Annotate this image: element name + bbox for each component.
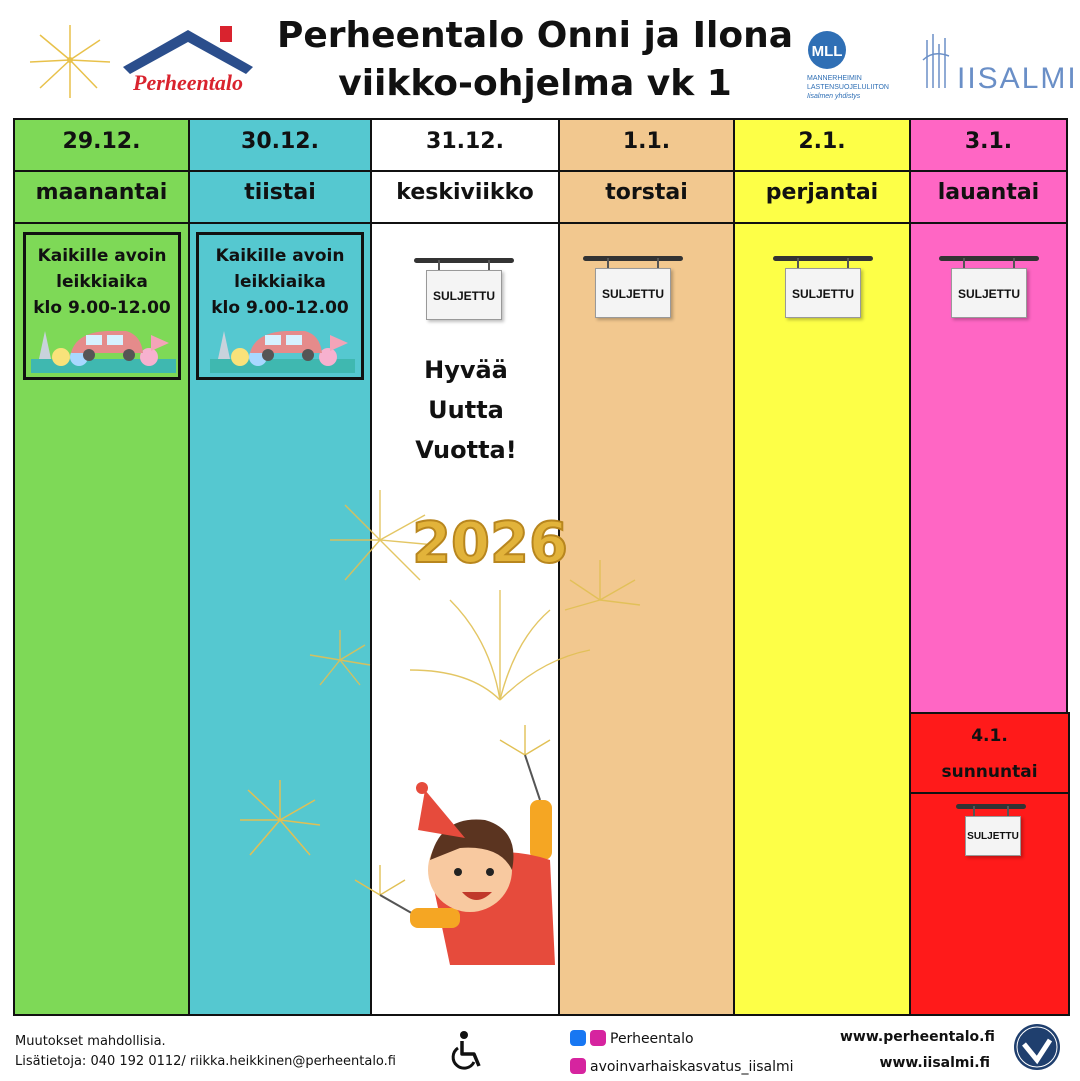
footer-social bbox=[570, 1025, 794, 1081]
closed-sign bbox=[773, 246, 873, 318]
toy-box-icon bbox=[31, 323, 176, 375]
day-date: 29.12. bbox=[15, 118, 188, 172]
facebook-icon bbox=[570, 1030, 586, 1046]
greeting-line-2: Uutta bbox=[428, 396, 504, 424]
event-line-3: klo 9.00-12.00 bbox=[33, 298, 171, 318]
instagram-icon bbox=[570, 1058, 586, 1074]
greeting-line-3: Vuotta! bbox=[415, 436, 517, 464]
mll-logo bbox=[805, 28, 905, 108]
title-line-2: viikko-ohjelma vk 1 bbox=[338, 63, 732, 104]
day-name: lauantai bbox=[911, 172, 1066, 224]
day-name: perjantai bbox=[735, 172, 909, 224]
social-row-instagram[interactable] bbox=[570, 1053, 794, 1081]
svg-text:MANNERHEIMIN: MANNERHEIMIN bbox=[807, 75, 862, 82]
footer-info bbox=[15, 1032, 396, 1072]
closed-sign bbox=[583, 246, 683, 318]
greeting-line-1: Hyvää bbox=[424, 356, 508, 384]
mll-logo-text: MLL bbox=[811, 43, 843, 60]
social-instagram-handle: avoinvarhaiskasvatus_iisalmi bbox=[590, 1059, 794, 1075]
footer-contact: Lisätietoja: 040 192 0112/ riikka.heikkinen@perheentalo.fi bbox=[15, 1054, 396, 1069]
closed-sign-label: SULJETTU bbox=[595, 268, 671, 318]
iisalmi-logo bbox=[915, 30, 1078, 100]
closed-sign bbox=[939, 246, 1039, 318]
event-line-2: leikkiaika bbox=[56, 272, 148, 292]
day-date: 2.1. bbox=[735, 118, 909, 172]
closed-sign-label: SULJETTU bbox=[951, 268, 1027, 318]
closed-sign-label: SULJETTU bbox=[785, 268, 861, 318]
new-year-greeting bbox=[372, 350, 560, 470]
event-line-3: klo 9.00-12.00 bbox=[211, 298, 349, 318]
footer-websites bbox=[840, 1024, 995, 1076]
accessibility-icon bbox=[448, 1030, 484, 1070]
perheentalo-logo bbox=[118, 22, 258, 102]
day-name: torstai bbox=[560, 172, 733, 224]
website-link-iisalmi[interactable]: www.iisalmi.fi bbox=[879, 1055, 990, 1071]
day-date: 31.12. bbox=[372, 118, 558, 172]
instagram-icon bbox=[590, 1030, 606, 1046]
sunday-day: sunnuntai bbox=[941, 762, 1038, 782]
footer-note: Muutokset mahdollisia. bbox=[15, 1034, 166, 1049]
fireworks-decoration-icon bbox=[25, 20, 115, 100]
closed-sign-label: SULJETTU bbox=[965, 816, 1021, 856]
social-row-facebook-instagram[interactable] bbox=[570, 1025, 794, 1053]
perheentalo-logo-text: Perheentalo bbox=[133, 70, 243, 95]
toy-box-icon bbox=[210, 323, 355, 375]
child-with-sparklers-illustration bbox=[340, 720, 560, 970]
organization-seal-icon bbox=[1012, 1022, 1062, 1072]
day-column-friday bbox=[733, 118, 909, 1016]
closed-sign bbox=[941, 794, 1041, 866]
day-date: 30.12. bbox=[190, 118, 370, 172]
social-perheentalo: Perheentalo bbox=[610, 1031, 694, 1047]
closed-sign bbox=[414, 248, 514, 320]
event-line-2: leikkiaika bbox=[234, 272, 326, 292]
sunday-header bbox=[911, 714, 1068, 794]
sunday-date: 4.1. bbox=[971, 726, 1008, 746]
svg-text:LASTENSUOJELULIITON: LASTENSUOJELULIITON bbox=[807, 84, 889, 91]
day-column-monday bbox=[13, 118, 188, 1016]
day-date: 3.1. bbox=[911, 118, 1066, 172]
sunday-cell bbox=[909, 712, 1070, 1016]
page-title bbox=[250, 12, 820, 108]
year-2026-text: 2026 bbox=[412, 511, 568, 576]
event-line-1: Kaikille avoin bbox=[37, 246, 167, 266]
closed-sign-label: SULJETTU bbox=[426, 270, 502, 320]
day-name: tiistai bbox=[190, 172, 370, 224]
day-date: 1.1. bbox=[560, 118, 733, 172]
event-line-1: Kaikille avoin bbox=[215, 246, 345, 266]
sparkle-icon bbox=[230, 775, 330, 865]
day-name: keskiviikko bbox=[372, 172, 558, 224]
day-name: maanantai bbox=[15, 172, 188, 224]
website-link-perheentalo[interactable]: www.perheentalo.fi bbox=[840, 1029, 995, 1045]
svg-text:Iisalmen yhdistys: Iisalmen yhdistys bbox=[807, 93, 861, 100]
title-line-1: Perheentalo Onni ja Ilona bbox=[276, 15, 794, 56]
iisalmi-logo-text: IISALMI bbox=[957, 62, 1078, 95]
